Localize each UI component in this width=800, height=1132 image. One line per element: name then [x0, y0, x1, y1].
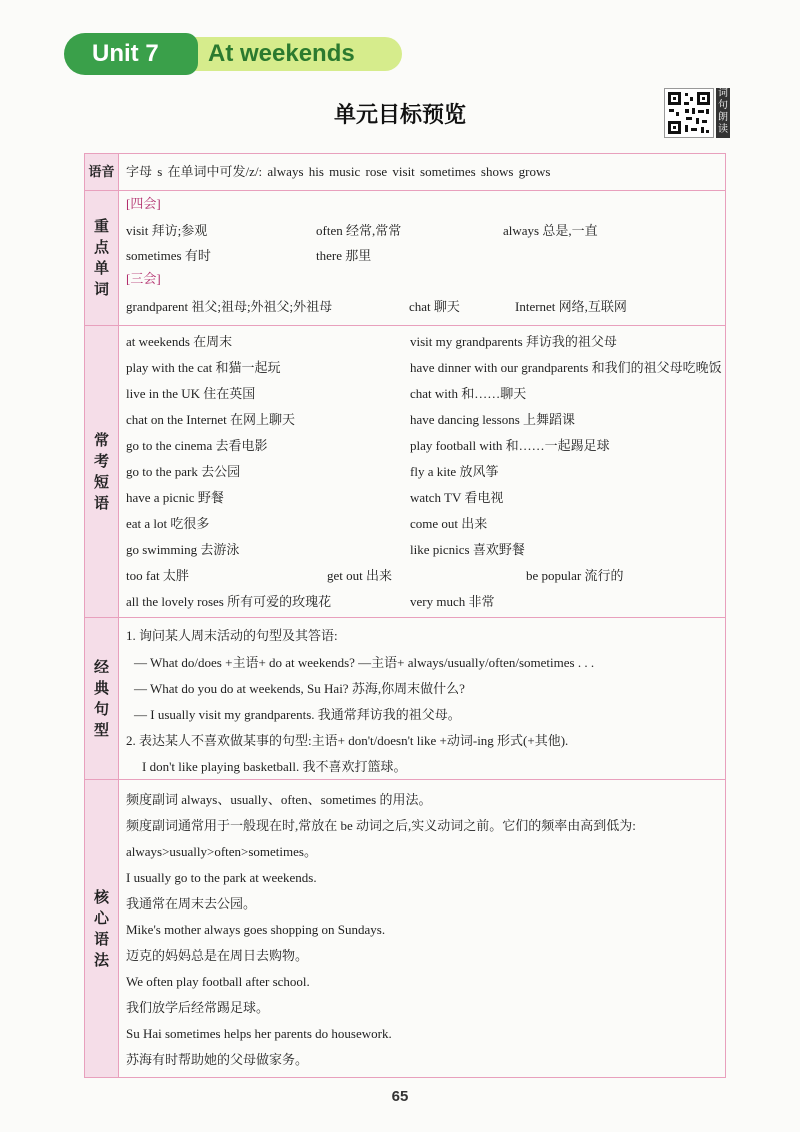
- section-label-pronunciation: 语音: [85, 154, 119, 190]
- grammar-line: always>usually>often>sometimes。: [126, 844, 317, 859]
- grammar-line: I usually go to the park at weekends.: [126, 870, 317, 885]
- phrase-item: fly a kite 放风筝: [410, 464, 499, 479]
- sentence-line: I don't like playing basketball. 我不喜欢打篮球。: [142, 759, 407, 774]
- phrase-item: very much 非常: [410, 594, 495, 609]
- qr-caption: 词句朗读: [716, 88, 730, 138]
- phrase-item: too fat 太胖: [126, 568, 189, 583]
- grammar-line: We often play football after school.: [126, 974, 310, 989]
- sentence-line: — What do/does +主语+ do at weekends? —主语+ always/usually/often/sometimes . . .: [134, 655, 595, 670]
- grammar-line: 迈克的妈妈总是在周日去购物。: [126, 948, 309, 963]
- phrase-item: at weekends 在周末: [126, 334, 233, 349]
- section-key-words: [85, 190, 725, 325]
- grammar-line: Su Hai sometimes helps her parents do housework.: [126, 1026, 392, 1041]
- section-grammar: [85, 779, 725, 1077]
- key-word: visit 拜访;参观: [126, 223, 208, 238]
- key-word: always 总是,一直: [503, 223, 598, 238]
- section-pronunciation: [85, 154, 725, 190]
- section-label-sentences: 经 典 句 型: [85, 618, 119, 779]
- page-title: 单元目标预览: [333, 103, 466, 128]
- section-label-grammar: 核 心 语 法: [85, 780, 119, 1077]
- sentence-line: — I usually visit my grandparents. 我通常拜访我的祖父母。: [134, 707, 461, 722]
- grammar-line: 频度副词 always、usually、often、sometimes 的用法。: [126, 792, 432, 807]
- key-word: Internet 网络,互联网: [515, 299, 627, 314]
- key-word: grandparent 祖父;祖母;外祖父;外祖母: [126, 299, 333, 314]
- pronunciation-text: 字母 s 在单词中可发/z/: always his music rose visit sometimes shows grows: [126, 164, 551, 179]
- phrase-item: come out 出来: [410, 516, 488, 531]
- phrase-item: have a picnic 野餐: [126, 490, 224, 505]
- section-phrases: [85, 325, 725, 617]
- page-number: 65: [391, 1088, 409, 1105]
- summary-table: [84, 153, 726, 1078]
- grammar-line: 我通常在周末去公园。: [126, 896, 257, 911]
- phrase-item: play football with 和……一起踢足球: [410, 438, 610, 453]
- key-word: there 那里: [316, 248, 372, 263]
- phrase-item: get out 出来: [327, 568, 392, 583]
- qr-code-icon[interactable]: [664, 88, 714, 138]
- key-word: sometimes 有时: [126, 248, 211, 263]
- phrase-item: like picnics 喜欢野餐: [410, 542, 525, 557]
- phrase-item: go to the cinema 去看电影: [126, 438, 268, 453]
- grammar-line: 我们放学后经常踢足球。: [126, 1000, 270, 1015]
- phrase-item: be popular 流行的: [526, 568, 624, 583]
- phrase-item: all the lovely roses 所有可爱的玫瑰花: [126, 594, 332, 609]
- unit-label: Unit 7: [64, 33, 198, 75]
- tag-four-skills: [四会]: [126, 196, 161, 211]
- unit-banner: [64, 33, 404, 75]
- grammar-line: 频度副词通常用于一般现在时,常放在 be 动词之后,实义动词之前。它们的频率由高到低为:: [126, 818, 636, 833]
- phrase-item: eat a lot 吃很多: [126, 516, 210, 531]
- tag-three-skills: [三会]: [126, 271, 161, 286]
- phrase-item: play with the cat 和猫一起玩: [126, 360, 281, 375]
- phrase-item: have dancing lessons 上舞蹈课: [410, 412, 576, 427]
- unit-title: At weekends: [188, 37, 402, 71]
- phrase-item: go to the park 去公园: [126, 464, 241, 479]
- phrase-item: visit my grandparents 拜访我的祖父母: [410, 334, 617, 349]
- sentence-line: 2. 表达某人不喜欢做某事的句型:主语+ don't/doesn't like +动词-ing 形式(+其他).: [126, 733, 569, 748]
- key-word: chat 聊天: [409, 299, 460, 314]
- phrase-item: chat with 和……聊天: [410, 386, 527, 401]
- grammar-line: Mike's mother always goes shopping on Sundays.: [126, 922, 386, 937]
- section-sentences: [85, 617, 725, 779]
- phrase-item: live in the UK 住在英国: [126, 386, 256, 401]
- phrase-item: have dinner with our grandparents 和我们的祖父母吃晚饭: [410, 360, 722, 375]
- sentence-line: 1. 询问某人周末活动的句型及其答语:: [126, 628, 338, 643]
- section-label-key-words: 重 点 单 词: [85, 191, 119, 325]
- phrase-item: watch TV 看电视: [410, 490, 504, 505]
- key-word: often 经常,常常: [316, 223, 402, 238]
- sentence-line: — What do you do at weekends, Su Hai? 苏海,你周末做什么?: [134, 681, 465, 696]
- phrase-item: chat on the Internet 在网上聊天: [126, 412, 295, 427]
- phrase-item: go swimming 去游泳: [126, 542, 240, 557]
- grammar-line: 苏海有时帮助她的父母做家务。: [126, 1052, 309, 1067]
- section-label-phrases: 常 考 短 语: [85, 326, 119, 617]
